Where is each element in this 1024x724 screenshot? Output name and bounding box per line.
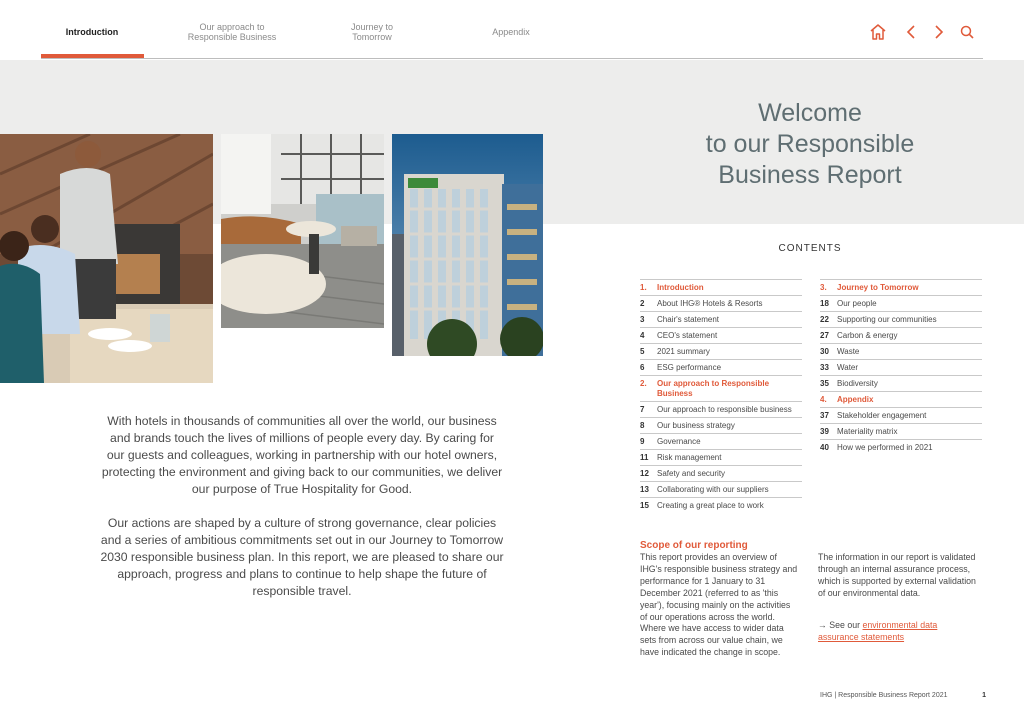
assurance-link-prefix: → See our bbox=[818, 620, 863, 630]
contents-item-number: 13 bbox=[640, 485, 649, 494]
contents-item-label: Collaborating with our suppliers bbox=[657, 485, 769, 494]
scope-paragraph-2: The information in our report is validated through an internal assurance process, which is supported by external validation of our environmental data. bbox=[818, 552, 976, 598]
contents-item-number: 6 bbox=[640, 363, 645, 372]
contents-item-number: 4 bbox=[640, 331, 645, 340]
page-number: 1 bbox=[982, 692, 986, 699]
contents-section-heading[interactable] bbox=[820, 391, 982, 407]
contents-section-heading[interactable] bbox=[820, 279, 982, 295]
contents-item-number: 12 bbox=[640, 469, 649, 478]
contents-heading: CONTENTS bbox=[778, 243, 842, 254]
contents-item[interactable] bbox=[640, 417, 802, 433]
contents-section-heading[interactable] bbox=[640, 375, 802, 401]
page-footer bbox=[820, 692, 986, 699]
contents-section-heading[interactable] bbox=[640, 279, 802, 295]
contents-item-number: 30 bbox=[820, 347, 829, 356]
contents-item-label: Our people bbox=[837, 299, 877, 308]
contents-item-label: Biodiversity bbox=[837, 379, 878, 388]
contents-item-number: 4. bbox=[820, 395, 827, 404]
intro-paragraph-2: Our actions are shaped by a culture of strong governance, clear policies and a series of ambitious commitments set out in our Journey to Tomorrow 2030 responsible business plan. In this report, we are pleased to share our approach, progress and plans to continue to help shape the future of responsible travel. bbox=[100, 516, 504, 598]
contents-item-label: 2021 summary bbox=[657, 347, 710, 356]
contents-item-label: Carbon & energy bbox=[837, 331, 898, 340]
tab-appendix[interactable]: Appendix bbox=[492, 27, 530, 37]
contents-item[interactable] bbox=[820, 359, 982, 375]
title-line-2: to our Responsible bbox=[705, 130, 915, 158]
contents-item[interactable] bbox=[640, 497, 802, 513]
search-icon[interactable] bbox=[957, 22, 977, 42]
contents-item[interactable] bbox=[640, 449, 802, 465]
contents-item-label: Appendix bbox=[837, 395, 874, 404]
contents-item-label: Water bbox=[837, 363, 859, 372]
contents-item[interactable] bbox=[640, 343, 802, 359]
tab-journey-to-tomorrow[interactable]: Journey to Tomorrow bbox=[350, 22, 394, 42]
contents-item-label: Introduction bbox=[657, 283, 704, 292]
contents-item[interactable] bbox=[640, 465, 802, 481]
contents-item[interactable] bbox=[820, 375, 982, 391]
top-navigation bbox=[0, 0, 1024, 60]
contents-item-label: Creating a great place to work bbox=[657, 501, 764, 510]
contents-item[interactable] bbox=[820, 439, 982, 455]
contents-item-label: Our approach to responsible business bbox=[657, 405, 792, 414]
contents-item[interactable] bbox=[640, 481, 802, 497]
tab-our-approach[interactable]: Our approach to Responsible Business bbox=[187, 22, 277, 42]
contents-item[interactable] bbox=[820, 311, 982, 327]
contents-item[interactable] bbox=[640, 433, 802, 449]
contents-item[interactable] bbox=[820, 423, 982, 439]
contents-item-number: 18 bbox=[820, 299, 829, 308]
contents-item-number: 33 bbox=[820, 363, 829, 372]
contents-item[interactable] bbox=[640, 311, 802, 327]
contents-list-right bbox=[820, 279, 982, 455]
scope-heading: Scope of our reporting bbox=[640, 540, 748, 551]
nav-divider bbox=[41, 58, 983, 59]
chevron-right-icon[interactable] bbox=[929, 22, 949, 42]
footer-text: IHG | Responsible Business Report 2021 bbox=[820, 692, 948, 699]
contents-item-number: 3. bbox=[820, 283, 827, 292]
contents-item[interactable] bbox=[640, 295, 802, 311]
contents-item-label: Chair's statement bbox=[657, 315, 719, 324]
contents-item-number: 7 bbox=[640, 405, 645, 414]
title-line-3: Business Report bbox=[718, 161, 902, 189]
contents-item-number: 2 bbox=[640, 299, 645, 308]
page-title bbox=[640, 98, 980, 191]
contents-item-label: Governance bbox=[657, 437, 701, 446]
contents-item-label: Waste bbox=[837, 347, 860, 356]
contents-item[interactable] bbox=[640, 401, 802, 417]
contents-item-label: Materiality matrix bbox=[837, 427, 898, 436]
contents-item-label: Risk management bbox=[657, 453, 722, 462]
contents-item-label: How we performed in 2021 bbox=[837, 443, 933, 452]
contents-item-number: 35 bbox=[820, 379, 829, 388]
hotel-dining-photo bbox=[0, 134, 213, 383]
contents-item-number: 5 bbox=[640, 347, 645, 356]
contents-item[interactable] bbox=[820, 295, 982, 311]
contents-item[interactable] bbox=[820, 343, 982, 359]
contents-item[interactable] bbox=[820, 327, 982, 343]
scope-paragraph-1: This report provides an overview of IHG's responsible business strategy and performance for 1 January to 31 December 2021 (referred to as 'this year'), focusing mainly on the activities of our operations across the world. Where we have access to wider data sets from across our value chain, we have indicated the change in scope. bbox=[640, 552, 798, 658]
hotel-lobby-photo bbox=[221, 134, 384, 328]
contents-item-number: 1. bbox=[640, 283, 647, 292]
home-icon[interactable] bbox=[868, 22, 888, 42]
contents-item[interactable] bbox=[640, 327, 802, 343]
contents-item-label: About IHG® Hotels & Resorts bbox=[657, 299, 763, 308]
assurance-statements-link[interactable]: environmental data assurance statements bbox=[818, 620, 938, 642]
contents-item-number: 22 bbox=[820, 315, 829, 324]
contents-item-label: ESG performance bbox=[657, 363, 722, 372]
hotel-building-photo bbox=[392, 134, 543, 356]
contents-item-number: 9 bbox=[640, 437, 645, 446]
contents-item-number: 27 bbox=[820, 331, 829, 340]
intro-paragraph-1: With hotels in thousands of communities all over the world, our business and brands touch the lives of millions of people every day. By caring for our guests and colleagues, working in partnership with our hotel owners, protecting the environment and giving back to our communities, we deliver our purpose of True Hospitality for Good. bbox=[101, 414, 503, 496]
contents-item-label: Our approach to Responsible Business bbox=[657, 379, 770, 398]
contents-item[interactable] bbox=[640, 359, 802, 375]
contents-item-number: 11 bbox=[640, 453, 649, 462]
contents-item-number: 40 bbox=[820, 443, 829, 452]
title-line-1: Welcome bbox=[758, 99, 862, 127]
contents-list-left bbox=[640, 279, 802, 513]
contents-item-number: 2. bbox=[640, 379, 647, 388]
contents-item-number: 37 bbox=[820, 411, 829, 420]
contents-item-label: Our business strategy bbox=[657, 421, 735, 430]
contents-item-number: 3 bbox=[640, 315, 645, 324]
contents-item-label: Journey to Tomorrow bbox=[837, 283, 919, 292]
contents-item-label: Supporting our communities bbox=[837, 315, 937, 324]
chevron-left-icon[interactable] bbox=[901, 22, 921, 42]
contents-item-label: Stakeholder engagement bbox=[837, 411, 927, 420]
assurance-link-paragraph bbox=[818, 620, 978, 644]
contents-item-number: 15 bbox=[640, 501, 649, 510]
contents-item-number: 39 bbox=[820, 427, 829, 436]
contents-item-label: CEO's statement bbox=[657, 331, 718, 340]
contents-item-label: Safety and security bbox=[657, 469, 726, 478]
contents-item[interactable] bbox=[820, 407, 982, 423]
tab-introduction[interactable]: Introduction bbox=[65, 27, 119, 37]
contents-item-number: 8 bbox=[640, 421, 645, 430]
